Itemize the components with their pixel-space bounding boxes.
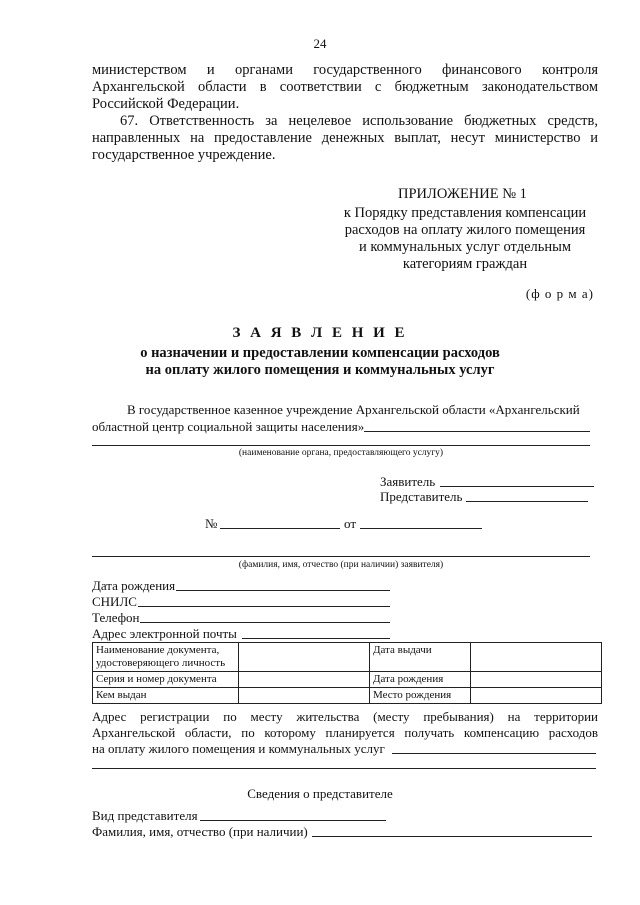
intro-paragraph-1: министерством и органами государственного финансового контроля Архангельской области в соответствии с бюджетным законодательством Российской Федерации. — [92, 62, 598, 112]
representative-heading: Сведения о представителе — [247, 786, 393, 801]
table-cell-input[interactable] — [471, 688, 602, 704]
date-field[interactable] — [360, 528, 482, 529]
fio-field[interactable] — [92, 556, 590, 557]
table-cell-input[interactable] — [471, 643, 602, 672]
rep-fio-field[interactable] — [312, 836, 592, 837]
birth-date-field[interactable] — [176, 590, 390, 591]
table-row — [93, 643, 602, 672]
form-title: З А Я В Л Е Н И Е — [232, 325, 408, 341]
table-cell-input[interactable] — [239, 688, 370, 704]
address-text-3: на оплату жилого помещения и коммунальных услуг — [92, 741, 385, 756]
identity-document-table — [92, 642, 602, 704]
recipient-line-1: В государственное казенное учреждение Архангельской области «Архангельский — [127, 402, 580, 417]
phone-field[interactable] — [140, 622, 390, 623]
table-row — [93, 672, 602, 688]
appendix-title: ПРИЛОЖЕНИЕ № 1 — [398, 186, 527, 202]
table-cell-label: Место рождения — [369, 688, 470, 704]
intro-paragraph-2: 67. Ответственность за нецелевое использование бюджетных средств, направленных на предоставление денежных выплат, несут министерство и государственное учреждение. — [92, 113, 598, 163]
table-cell-input[interactable] — [239, 672, 370, 688]
rep-type-field[interactable] — [200, 820, 386, 821]
rep-type-label: Вид представителя — [92, 808, 198, 823]
appendix-line-3: и коммунальных услуг отдельным — [358, 239, 572, 255]
appendix-line-1: к Порядку представления компенсации — [343, 205, 587, 221]
form-label: (ф о р м а) — [525, 286, 594, 301]
table-cell-input[interactable] — [471, 672, 602, 688]
recipient-fill-line-2 — [92, 445, 590, 446]
table-cell-label: Кем выдан — [93, 688, 239, 704]
representative-label: Представитель — [380, 489, 463, 504]
recipient-caption: (наименование органа, предоставляющего услугу) — [238, 448, 444, 458]
representative-field[interactable] — [466, 501, 588, 502]
email-label: Адрес электронной почты — [92, 626, 237, 641]
address-field-2[interactable] — [92, 768, 596, 769]
table-cell-label: Дата рождения — [369, 672, 470, 688]
address-field[interactable] — [392, 753, 596, 754]
applicant-field[interactable] — [440, 486, 594, 487]
address-text-2: Архангельской области, по которому планируется получать компенсацию расходов — [92, 725, 598, 740]
snils-label: СНИЛС — [92, 594, 137, 609]
rep-fio-label: Фамилия, имя, отчество (при наличии) — [92, 824, 308, 839]
fio-caption: (фамилия, имя, отчество (при наличии) заявителя) — [238, 560, 444, 570]
form-subtitle-1: о назначении и предоставлении компенсации расходов — [140, 345, 500, 361]
recipient-fill-line — [364, 431, 590, 432]
table-row — [93, 688, 602, 704]
applicant-label: Заявитель — [380, 474, 436, 489]
table-cell-label: Наименование документа, удостоверяющего личность — [93, 643, 239, 672]
number-label: № — [205, 516, 218, 531]
number-field[interactable] — [220, 528, 340, 529]
table-cell-label: Дата выдачи — [369, 643, 470, 672]
appendix-line-2: расходов на оплату жилого помещения — [344, 222, 586, 238]
from-label: от — [344, 516, 357, 531]
appendix-line-4: категориям граждан — [402, 256, 528, 272]
table-cell-input[interactable] — [239, 643, 370, 672]
phone-label: Телефон — [92, 610, 140, 625]
recipient-line-2: областной центр социальной защиты населения» — [92, 419, 365, 434]
table-cell-label: Серия и номер документа — [93, 672, 239, 688]
page-number: 24 — [313, 36, 327, 51]
form-subtitle-2: на оплату жилого помещения и коммунальных услуг — [145, 362, 495, 378]
address-text-1: Адрес регистрации по месту жительства (месту пребывания) на территории — [92, 709, 598, 724]
email-field[interactable] — [242, 638, 390, 639]
birth-date-label: Дата рождения — [92, 578, 176, 593]
snils-field[interactable] — [138, 606, 390, 607]
